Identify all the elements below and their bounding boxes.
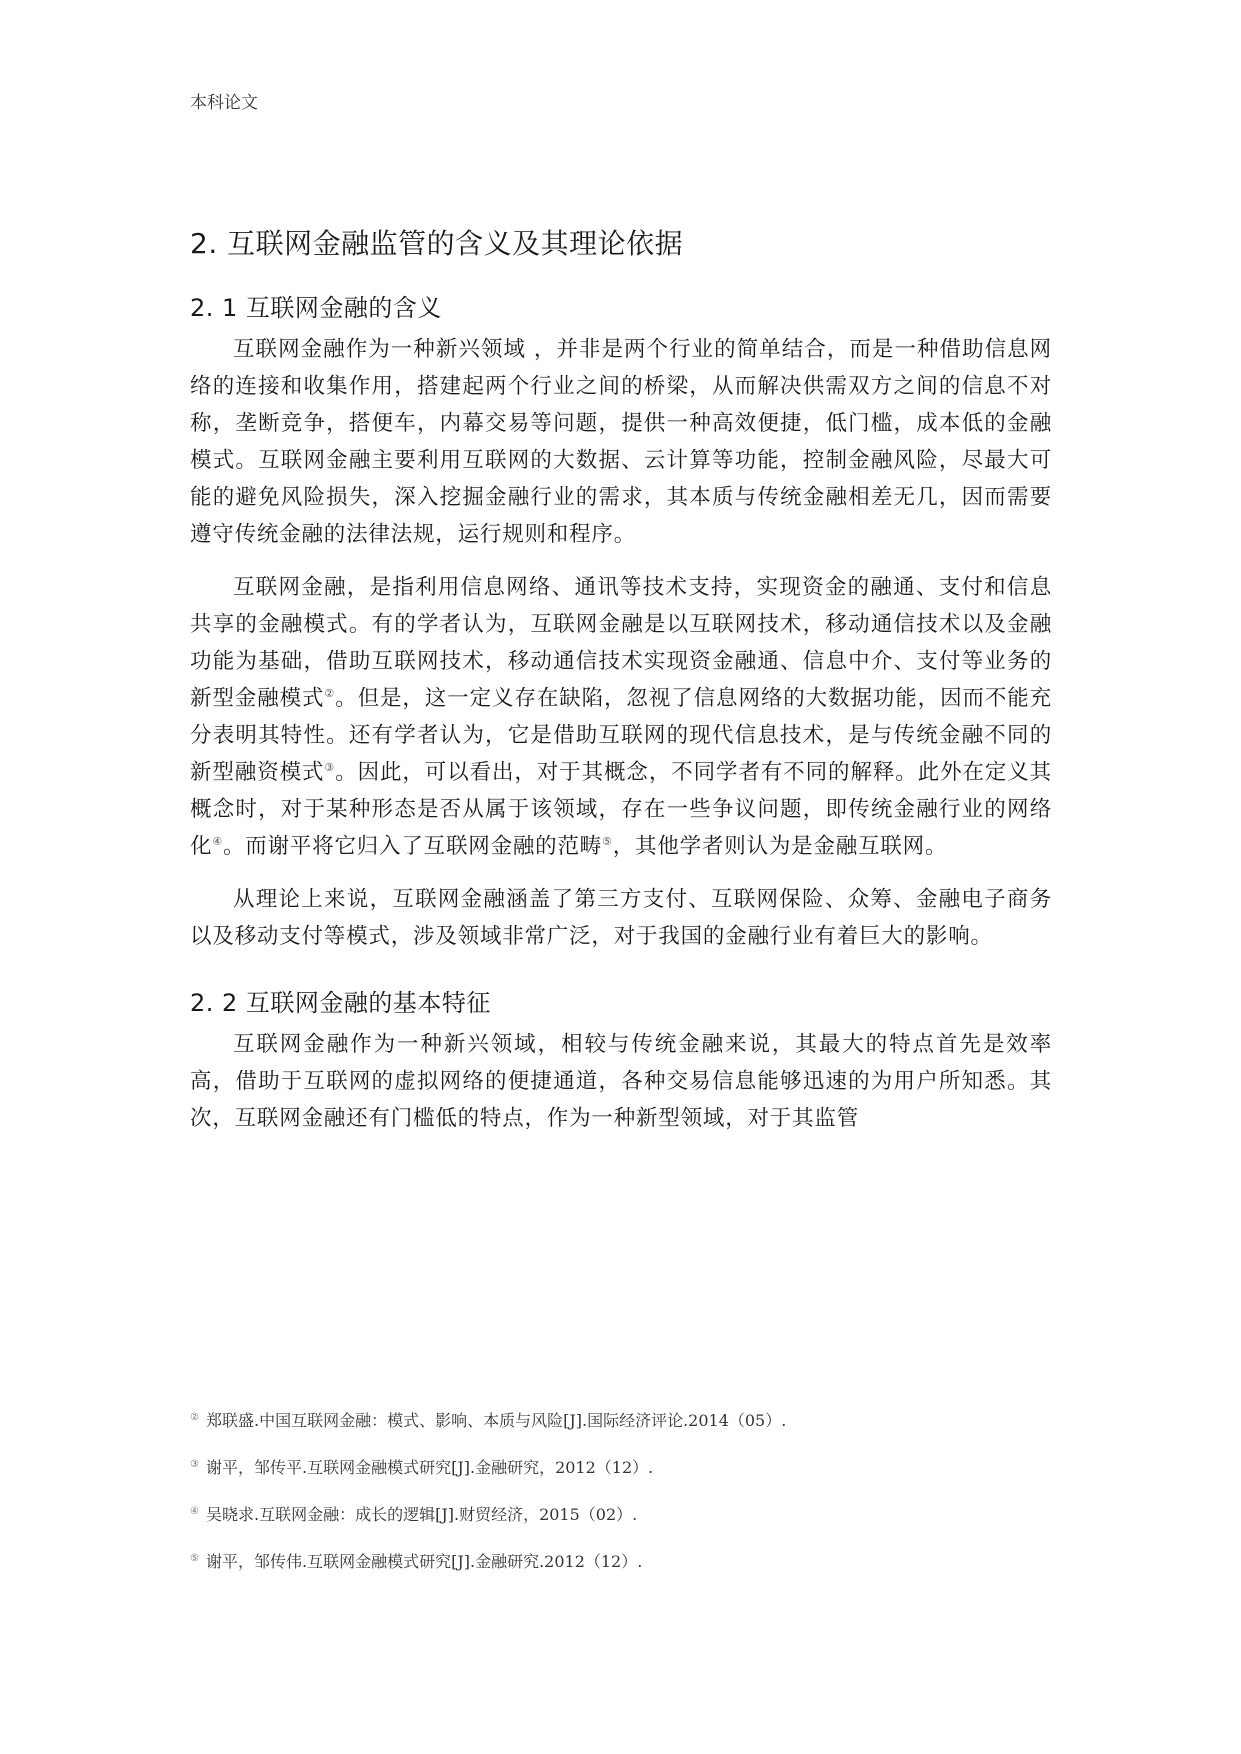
footnote-item: ② 郑联盛.中国互联网金融：模式、影响、本质与风险[J].国际经济评论.2014（05）.: [190, 1411, 787, 1430]
paragraph-text: 。但是，这一定义存在缺陷，忽视了信息网络的大数据功能，因而不能充分表明其特性。还有学者认为，它是借助互联网的现代信息技术，是与传统金融不同的新型融资模式: [190, 686, 1052, 785]
section-2-1-paragraph-3: 从理论上来说，互联网金融涵盖了第三方支付、互联网保险、众筹、金融电子商务以及移动支付等模式，涉及领域非常广泛，对于我国的金融行业有着巨大的影响。: [190, 887, 1052, 949]
footnote-text: 谢平，邹传平.互联网金融模式研究[J].金融研究，2012（12）.: [206, 1458, 654, 1477]
footnote-ref-3[interactable]: ③: [324, 760, 336, 774]
section-2-2-paragraph-1: 互联网金融作为一种新兴领域，相较与传统金融来说，其最大的特点首先是效率高，借助于互联网的虚拟网络的便捷通道，各种交易信息能够迅速的为用户所知悉。其次，互联网金融还有门槛低的特点，作为一种新型领域，对于其监管: [190, 1032, 1052, 1131]
main-content: [190, 222, 1052, 1153]
footnote-item: ④ 吴晓求.互联网金融：成长的逻辑[J].财贸经济，2015（02）.: [190, 1505, 638, 1524]
footnote-text: 郑联盛.中国互联网金融：模式、影响、本质与风险[J].国际经济评论.2014（05）.: [206, 1411, 787, 1430]
footnote-ref-2[interactable]: ②: [324, 686, 336, 700]
section-2-1-paragraph-2: [190, 569, 1052, 865]
section-2-1-paragraph-1: 互联网金融作为一种新兴领域 ，并非是两个行业的简单结合，而是一种借助信息网络的连接和收集作用，搭建起两个行业之间的桥梁，从而解决供需双方之间的信息不对称，垄断竞争，搭便车，内幕交易等问题，提供一种高效便捷，低门槛，成本低的金融模式。互联网金融主要利用互联网的大数据、云计算等功能，控制金融风险，尽最大可能的避免风险损失，深入挖掘金融行业的需求，其本质与传统金融相差无几，因而需要遵守传统金融的法律法规，运行规则和程序。: [190, 337, 1052, 547]
footnote-ref-4[interactable]: ④: [212, 834, 223, 848]
paragraph-text: 。因此，可以看出，对于其概念，不同学者有不同的解释。此外在定义其概念时，对于某种形态是否从属于该领域，存在一些争议问题，即传统金融行业的网络化: [190, 760, 1052, 859]
paragraph-text: 。而谢平将它归入了互联网金融的范畴: [222, 834, 603, 859]
section-2-1-title: 2. 1 互联网金融的含义: [190, 294, 442, 322]
chapter-title: 2. 互联网金融监管的含义及其理论依据: [190, 227, 684, 260]
running-header: 本科论文: [190, 93, 258, 113]
paragraph-text: 互联网金融，是指利用信息网络、通讯等技术支持，实现资金的融通、支付和信息共享的金融模式。有的学者认为，互联网金融是以互联网技术，移动通信技术以及金融功能为基础，借助互联网技术，移动通信技术实现资金融通、信息中介、支付等业务的新型金融模式: [190, 575, 1052, 711]
section-2-2-title: 2. 2 互联网金融的基本特征: [190, 989, 491, 1017]
footnotes: [190, 1408, 1052, 1596]
footnote-text: 谢平，邹传伟.互联网金融模式研究[J].金融研究.2012（12）.: [206, 1552, 643, 1571]
footnote-ref-5[interactable]: ⑤: [602, 834, 613, 848]
footnote-item: ⑤ 谢平，邹传伟.互联网金融模式研究[J].金融研究.2012（12）.: [190, 1552, 643, 1571]
footnote-text: 吴晓求.互联网金融：成长的逻辑[J].财贸经济，2015（02）.: [206, 1505, 638, 1524]
paragraph-text: ，其他学者则认为是金融互联网。: [612, 834, 948, 859]
footnote-item: ③ 谢平，邹传平.互联网金融模式研究[J].金融研究，2012（12）.: [190, 1458, 654, 1477]
